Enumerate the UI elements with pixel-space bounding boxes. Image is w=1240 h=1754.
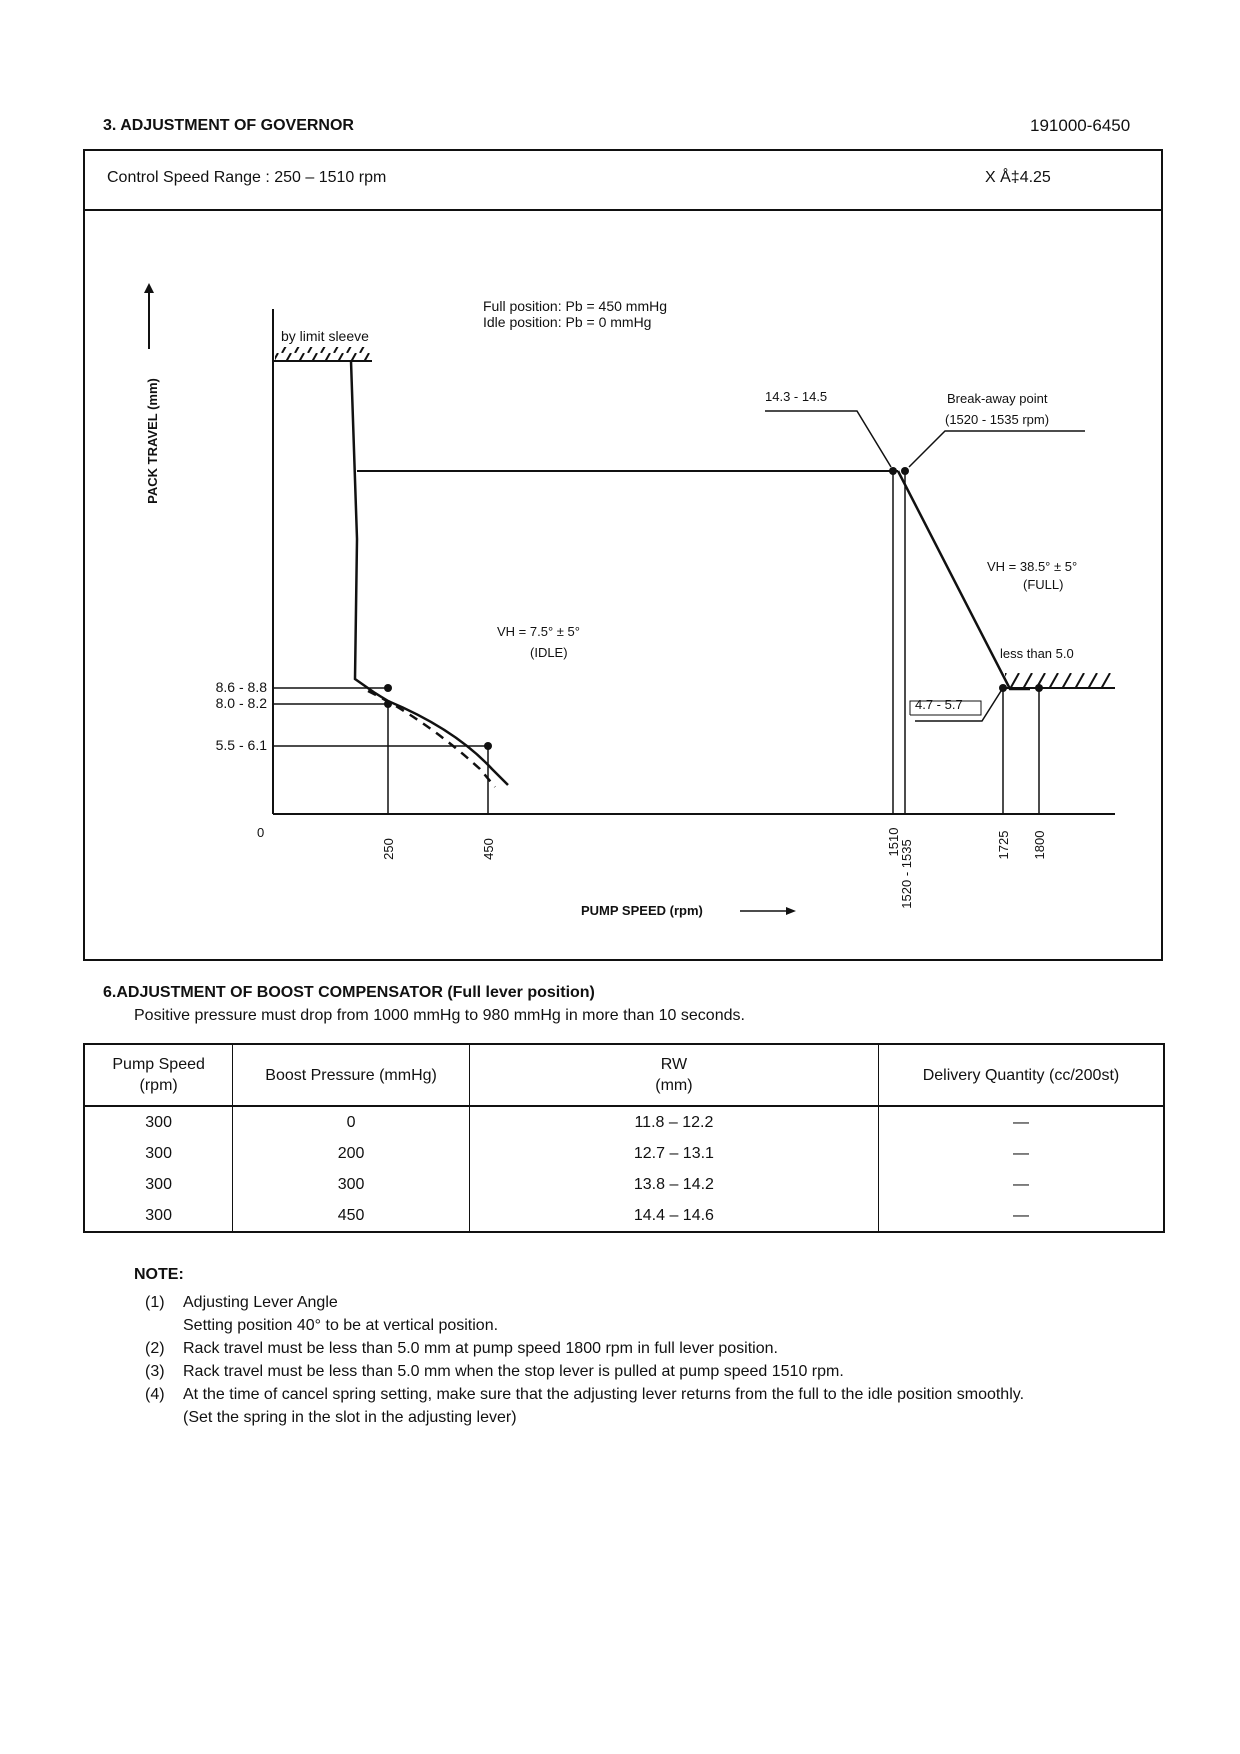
note-number: (3) bbox=[145, 1363, 165, 1380]
vh-idle-line2: (IDLE) bbox=[530, 645, 568, 660]
cell-boost-pressure: 300 bbox=[233, 1169, 470, 1200]
note-text: At the time of cancel spring setting, make sure that the adjusting lever returns from the full to the idle position smoothly. bbox=[183, 1386, 1025, 1403]
point-1535 bbox=[901, 467, 909, 475]
break-away-rpm: (1520 - 1535 rpm) bbox=[945, 412, 1050, 427]
less-than-label: less than 5.0 bbox=[1000, 646, 1074, 661]
full-curve-drop bbox=[351, 361, 388, 701]
section6-subtitle: Positive pressure must drop from 1000 mmHg to 980 mmHg in more than 10 seconds. bbox=[134, 1007, 745, 1024]
y-axis-label: PACK TRAVEL (mm) bbox=[145, 378, 160, 504]
y-tick-80-82: 8.0 - 8.2 bbox=[215, 695, 267, 711]
cell-boost-pressure: 200 bbox=[233, 1138, 470, 1169]
governor-box bbox=[83, 149, 1163, 961]
x-tick-1725: 1725 bbox=[996, 830, 1011, 860]
cell-delivery: — bbox=[878, 1138, 1164, 1169]
point-1510 bbox=[889, 467, 897, 475]
point-1725 bbox=[999, 684, 1007, 692]
note-text: Rack travel must be less than 5.0 mm at pump speed 1800 rpm in full lever position. bbox=[183, 1340, 778, 1357]
x-axis-label: PUMP SPEED (rpm) bbox=[581, 903, 703, 918]
cell-delivery: — bbox=[878, 1106, 1164, 1138]
document-number: 191000-6450 bbox=[1030, 116, 1131, 135]
cell-boost-pressure: 0 bbox=[233, 1106, 470, 1138]
x-axis-arrowhead bbox=[786, 907, 796, 915]
header-boost-pressure: Boost Pressure (mmHg) bbox=[233, 1044, 470, 1106]
cell-rw: 14.4 – 14.6 bbox=[469, 1200, 878, 1232]
section6-title: 6.ADJUSTMENT OF BOOST COMPENSATOR (Full lever position) bbox=[103, 984, 595, 1001]
break-away-label: Break-away point bbox=[947, 391, 1048, 406]
break-away-leader bbox=[909, 431, 1085, 467]
x-tick-1510: 1510 bbox=[886, 827, 901, 857]
cell-pump-speed: 300 bbox=[84, 1138, 233, 1169]
y-tick-86-88: 8.6 - 8.8 bbox=[215, 679, 267, 695]
cell-pump-speed: 300 bbox=[84, 1106, 233, 1138]
break-away-value-leader bbox=[765, 411, 891, 467]
idle-position-note: Idle position: Pb = 0 mmHg bbox=[483, 314, 652, 330]
limit-sleeve-hatch bbox=[275, 347, 371, 361]
cell-rw: 12.7 – 13.1 bbox=[469, 1138, 878, 1169]
table-row bbox=[84, 1138, 1164, 1169]
table-row bbox=[84, 1200, 1164, 1232]
note-title: NOTE: bbox=[134, 1266, 184, 1283]
cell-delivery: — bbox=[878, 1169, 1164, 1200]
y-tick-55-61: 5.5 - 6.1 bbox=[215, 737, 267, 753]
point-1800 bbox=[1035, 684, 1043, 692]
low-range-label: 4.7 - 5.7 bbox=[915, 697, 963, 712]
governor-header bbox=[85, 151, 1161, 211]
note-number: (4) bbox=[145, 1386, 165, 1403]
table-row bbox=[84, 1106, 1164, 1138]
y-axis-arrowhead bbox=[144, 283, 154, 293]
vh-full-line1: VH = 38.5° ± 5° bbox=[987, 559, 1078, 574]
cell-boost-pressure: 450 bbox=[233, 1200, 470, 1232]
vh-full-line2: (FULL) bbox=[1023, 577, 1064, 592]
vh-idle-line1: VH = 7.5° ± 5° bbox=[497, 624, 580, 639]
full-position-note: Full position: Pb = 450 mmHg bbox=[483, 298, 668, 314]
x-tick-1520-1535: 1520 - 1535 bbox=[899, 839, 914, 909]
section3-title: 3. ADJUSTMENT OF GOVERNOR bbox=[103, 117, 354, 134]
note-text: Rack travel must be less than 5.0 mm when the stop lever is pulled at pump speed 1510 rpm. bbox=[183, 1363, 844, 1380]
break-away-value: 14.3 - 14.5 bbox=[765, 389, 828, 404]
point-250-upper bbox=[384, 684, 392, 692]
limit-sleeve-label: by limit sleeve bbox=[281, 328, 369, 344]
boost-table-header bbox=[84, 1044, 1164, 1106]
note-text: (Set the spring in the slot in the adjusting lever) bbox=[183, 1409, 517, 1426]
boost-table bbox=[83, 1043, 1165, 1233]
table-row bbox=[84, 1169, 1164, 1200]
cell-pump-speed: 300 bbox=[84, 1169, 233, 1200]
note-number: (2) bbox=[145, 1340, 165, 1357]
cell-rw: 11.8 – 12.2 bbox=[469, 1106, 878, 1138]
note-text: Setting position 40° to be at vertical position. bbox=[183, 1317, 499, 1334]
ratio-value: X Å‡4.25 bbox=[985, 169, 1051, 186]
header-pump-speed: Pump Speed (rpm) bbox=[84, 1044, 233, 1106]
cell-delivery: — bbox=[878, 1200, 1164, 1232]
less-than-hatch bbox=[1005, 673, 1111, 687]
header-rw: RW (mm) bbox=[469, 1044, 878, 1106]
note-text: Adjusting Lever Angle bbox=[183, 1294, 338, 1311]
point-450 bbox=[484, 742, 492, 750]
control-speed-range: Control Speed Range : 250 – 1510 rpm bbox=[107, 169, 387, 186]
note-number: (1) bbox=[145, 1294, 165, 1311]
cell-rw: 13.8 – 14.2 bbox=[469, 1169, 878, 1200]
x-tick-450: 450 bbox=[481, 838, 496, 860]
point-250-lower bbox=[384, 700, 392, 708]
governor-chart bbox=[85, 209, 1161, 959]
x-tick-0: 0 bbox=[257, 825, 265, 840]
cell-pump-speed: 300 bbox=[84, 1200, 233, 1232]
x-tick-250: 250 bbox=[381, 838, 396, 860]
header-delivery-quantity: Delivery Quantity (cc/200st) bbox=[878, 1044, 1164, 1106]
x-tick-1800: 1800 bbox=[1032, 830, 1047, 860]
